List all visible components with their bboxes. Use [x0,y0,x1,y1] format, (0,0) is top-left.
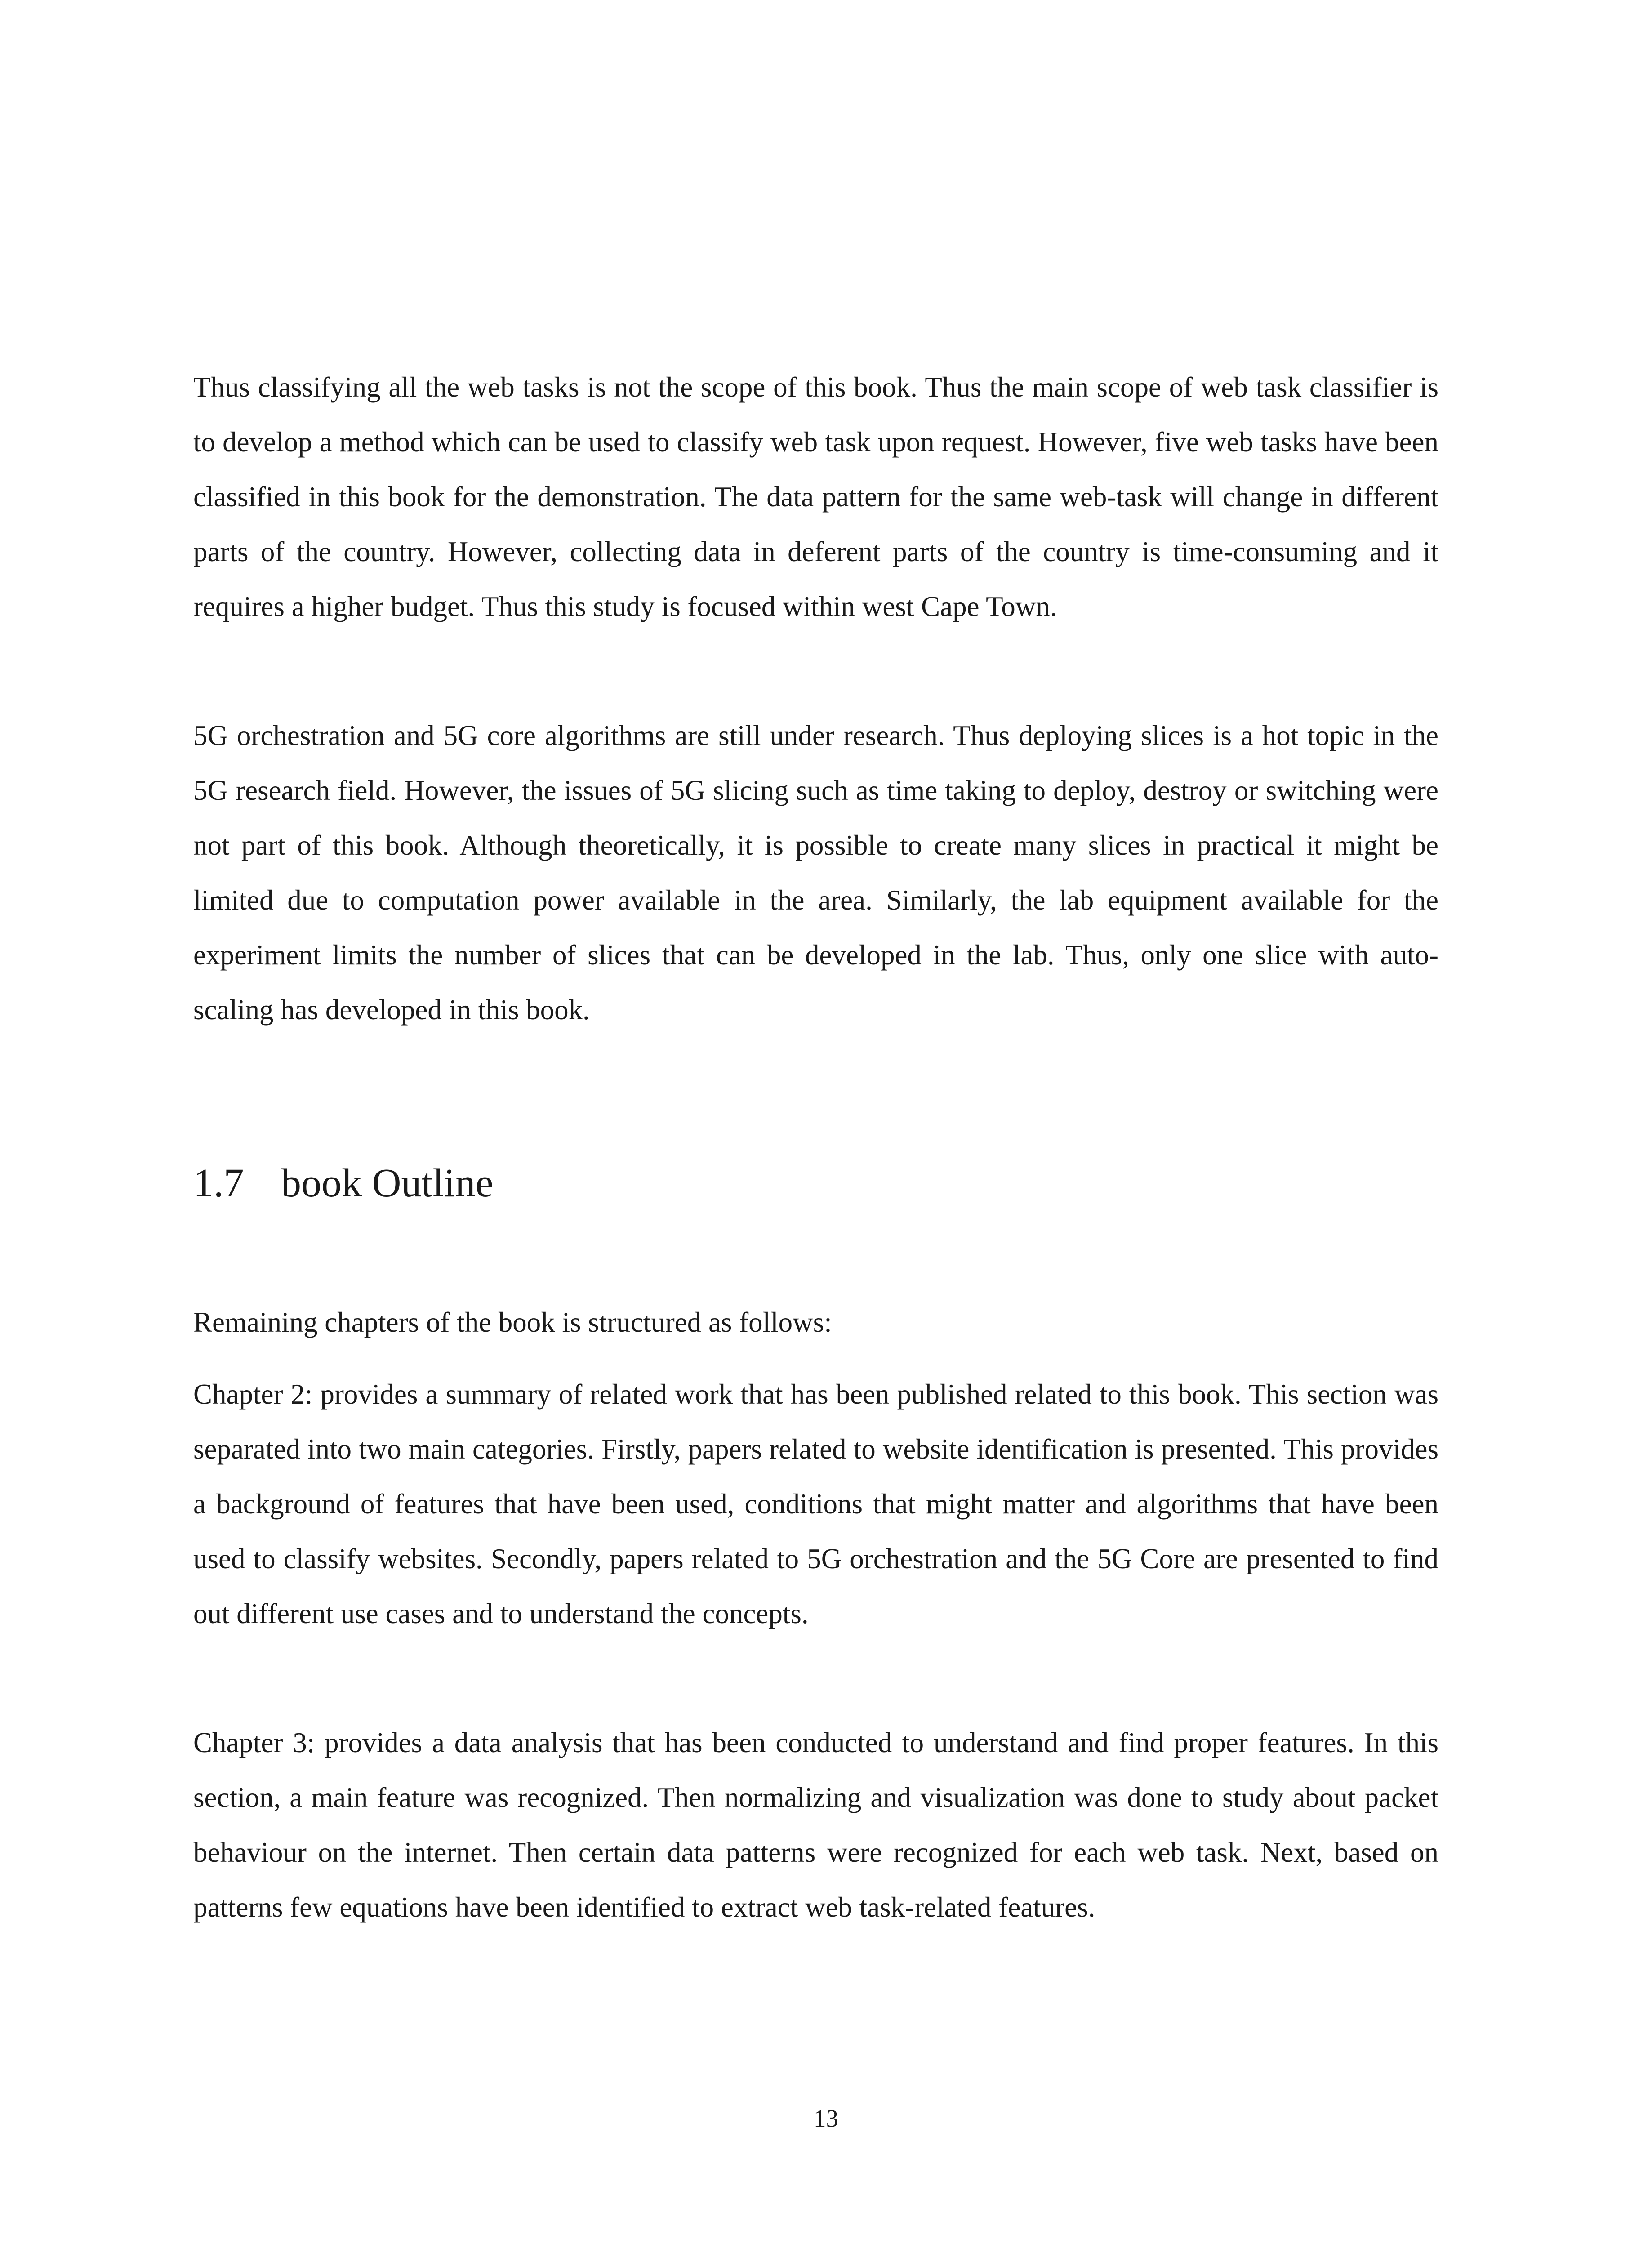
page-number: 13 [814,2105,838,2132]
chapter3-paragraph: Chapter 3: provides a data analysis that has been conducted to understand and find proper features. In this section, a main feature was recognized. Then normalizing and visualization was done to study about packet behaviour on the internet. Then certain data patterns were recognized for each web task. Next, based on patterns few equations have been identified to extract web task-related features. [193,1727,1438,1923]
outline-intro-paragraph: Remaining chapters of the book is structured as follows: [193,1307,832,1338]
section-heading [193,1160,493,1206]
chapter2-paragraph: Chapter 2: provides a summary of related work that has been published related to this book. This section was separated into two main categories. Firstly, papers related to website identification is presented. This provides a background of features that have been used, conditions that might matter and algorithms that have been used to classify websites. Secondly, papers related to 5G orchestration and the 5G Core are presented to find out different use cases and to understand the concepts. [193,1378,1438,1629]
scope-paragraph: Thus classifying all the web tasks is not the scope of this book. Thus the main scope of web task classifier is to develop a method which can be used to classify web task upon request. However, five web tasks have been classified in this book for the demonstration. The data pattern for the same web-task will change in different parts of the country. However, collecting data in deferent parts of the country is time-consuming and it requires a higher budget. Thus this study is focused within west Cape Town. [193,371,1438,622]
section-title: book Outline [281,1161,494,1205]
section-number: 1.7 [193,1161,244,1205]
orchestration-paragraph: 5G orchestration and 5G core algorithms are still under research. Thus deploying slices is a hot topic in the 5G research field. However, the issues of 5G slicing such as time taking to deploy, destroy or switching were not part of this book. Although theoretically, it is possible to create many slices in practical it might be limited due to computation power available in the area. Similarly, the lab equipment available for the experiment limits the number of slices that can be developed in the lab. Thus, only one slice with auto-scaling has developed in this book. [193,720,1438,1026]
